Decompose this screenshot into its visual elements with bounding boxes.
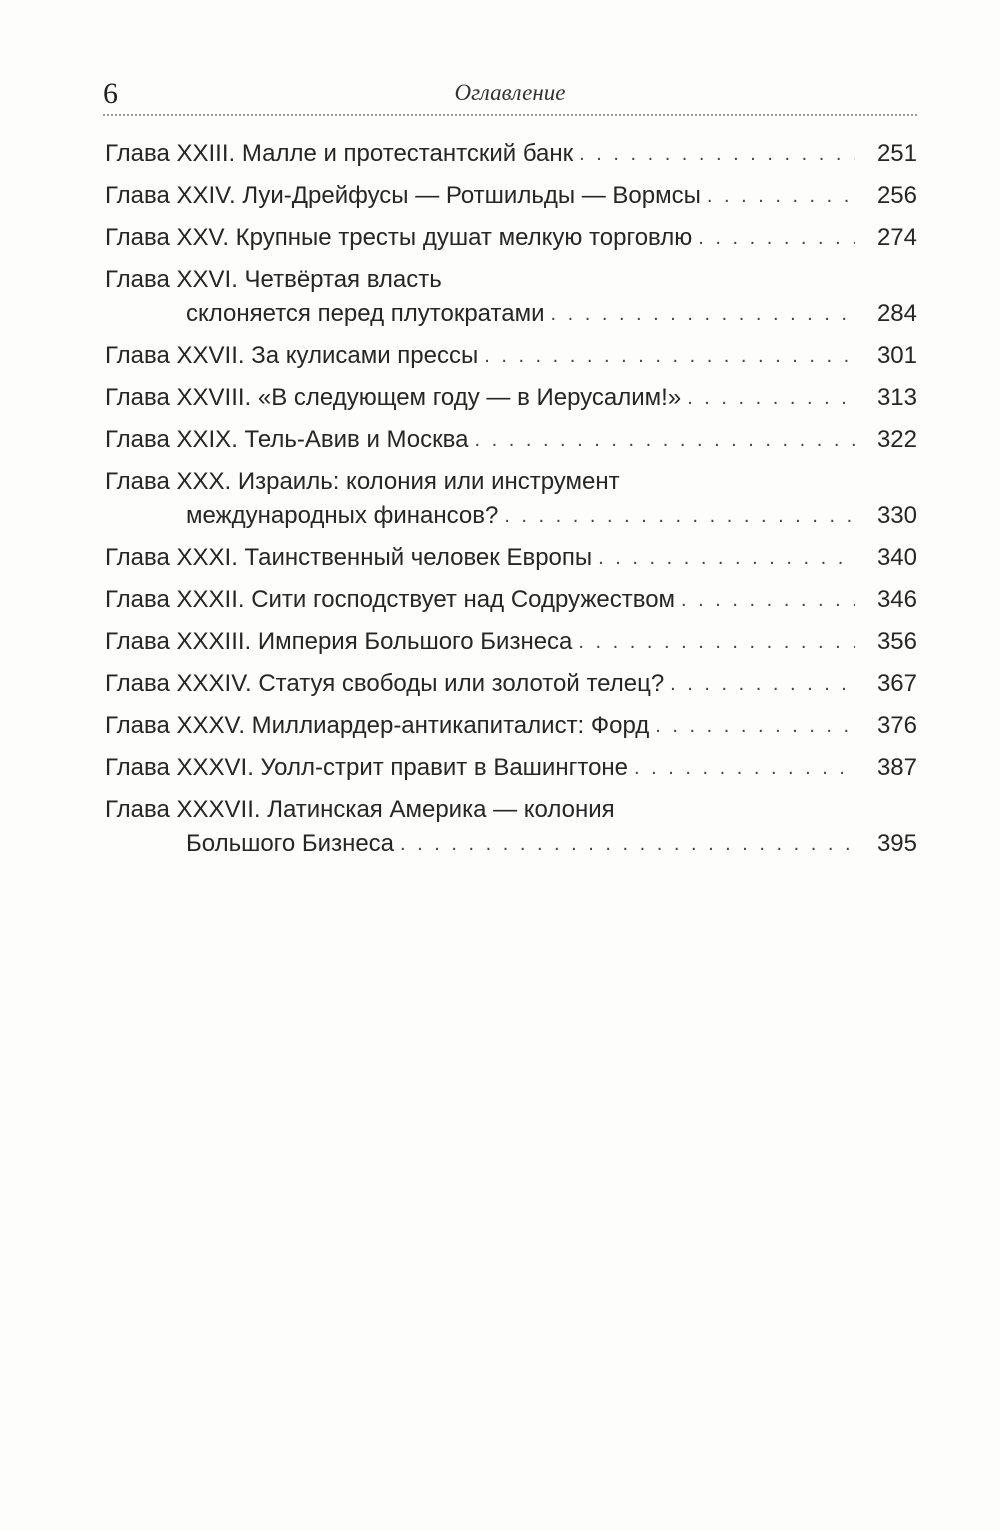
dot-leader [707, 179, 855, 213]
toc-entry-line [105, 541, 917, 575]
toc-page-number: 313 [876, 384, 917, 411]
toc-entry [105, 751, 917, 785]
toc-entry [105, 709, 917, 743]
toc-entry-title: Глава XXXVII. Латинская Америка — колония [105, 796, 615, 823]
toc-entry [105, 179, 917, 213]
dot-leader [598, 541, 855, 575]
toc-entry-line [105, 297, 917, 331]
toc-entry [105, 339, 917, 373]
toc-entry [105, 137, 917, 171]
toc-entry-title: Глава XXVII. За кулисами прессы [105, 342, 479, 369]
toc-entry-title: Глава XXV. Крупные тресты душат мелкую торговлю [105, 224, 693, 251]
toc-entry-title: Глава XXX. Израиль: колония или инструмент [105, 468, 620, 495]
toc-entry [105, 221, 917, 255]
toc-entry-line [105, 667, 917, 701]
toc-page-number: 251 [876, 140, 917, 167]
dot-leader [474, 423, 855, 457]
toc-entry [105, 465, 917, 533]
toc-entry-line [105, 137, 917, 171]
toc-entry-line [105, 751, 917, 785]
toc-entry-title: Глава XXVIII. «В следующем году — в Иерусалим!» [105, 384, 682, 411]
toc-page-number: 340 [876, 544, 917, 571]
toc-entry-line [105, 583, 917, 617]
toc-entry [105, 263, 917, 331]
toc-entry [105, 423, 917, 457]
toc-page-number: 367 [876, 670, 917, 697]
toc-entry [105, 583, 917, 617]
toc-entry [105, 541, 917, 575]
toc-entry-title: Глава XXXII. Сити господствует над Содружеством [105, 586, 676, 613]
toc-page-number: 301 [876, 342, 917, 369]
dot-leader [670, 667, 855, 701]
toc-page-number: 346 [876, 586, 917, 613]
toc-entry-line [105, 381, 917, 415]
toc-entry-line [105, 827, 917, 861]
table-of-contents [105, 137, 917, 869]
dot-leader [579, 137, 855, 171]
dot-leader [484, 339, 855, 373]
toc-entry-line [105, 709, 917, 743]
dot-leader [655, 709, 855, 743]
dot-leader [634, 751, 855, 785]
toc-entry-line [105, 221, 917, 255]
toc-entry-line [105, 339, 917, 373]
toc-entry [105, 381, 917, 415]
toc-entry-continuation: международных финансов? [186, 502, 499, 529]
page-header [103, 72, 917, 114]
dot-leader [504, 499, 855, 533]
toc-entry-title: Глава XXIX. Тель-Авив и Москва [105, 426, 469, 453]
toc-entry-title: Глава XXIII. Малле и протестантский банк [105, 140, 574, 167]
toc-entry-continuation: Большого Бизнеса [186, 830, 395, 857]
toc-page-number: 356 [876, 628, 917, 655]
toc-page-number: 256 [876, 182, 917, 209]
dot-leader [681, 583, 855, 617]
dot-leader [687, 381, 855, 415]
toc-entry-line [105, 179, 917, 213]
dot-leader [698, 221, 855, 255]
header-divider [103, 114, 917, 116]
toc-entry-title: Глава XXIV. Луи-Дрейфусы — Ротшильды — Вормсы [105, 182, 701, 209]
toc-entry [105, 625, 917, 659]
toc-page-number: 395 [876, 830, 917, 857]
dot-leader [578, 625, 855, 659]
toc-entry-line [105, 625, 917, 659]
toc-page-number: 274 [876, 224, 917, 251]
toc-entry-title: Глава XXXIII. Империя Большого Бизнеса [105, 628, 573, 655]
toc-entry-title: Глава XXXV. Миллиардер-антикапиталист: Форд [105, 712, 650, 739]
toc-page-number: 387 [876, 754, 917, 781]
toc-entry-continuation: склоняется перед плутократами [186, 300, 545, 327]
toc-entry-title: Глава XXXIV. Статуя свободы или золотой телец? [105, 670, 665, 697]
dot-leader [550, 297, 855, 331]
page-number: 6 [103, 77, 118, 110]
running-title: Оглавление [454, 80, 566, 105]
toc-entry-title: Глава XXXVI. Уолл-стрит правит в Вашингтоне [105, 754, 629, 781]
dot-leader [400, 827, 855, 861]
toc-entry [105, 667, 917, 701]
toc-page-number: 322 [876, 426, 917, 453]
toc-page-number: 330 [876, 502, 917, 529]
toc-entry-title: Глава XXVI. Четвёртая власть [105, 266, 442, 293]
toc-entry-line [105, 499, 917, 533]
toc-entry-line [105, 423, 917, 457]
toc-entry-title: Глава XXXI. Таинственный человек Европы [105, 544, 593, 571]
toc-entry [105, 793, 917, 861]
toc-page-number: 284 [876, 300, 917, 327]
toc-page-number: 376 [876, 712, 917, 739]
